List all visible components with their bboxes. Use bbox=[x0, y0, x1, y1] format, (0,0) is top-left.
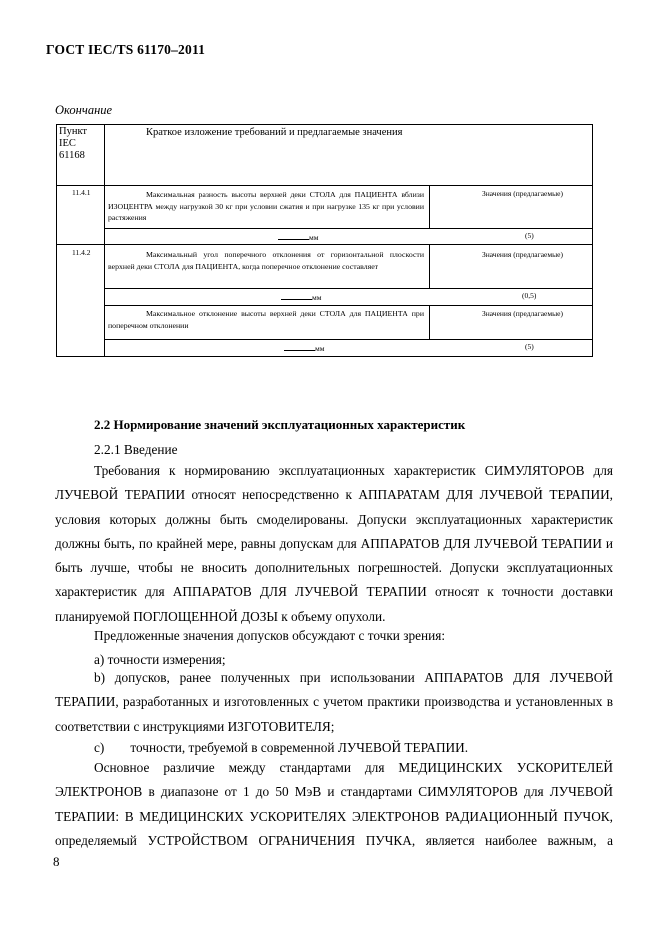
paragraph-intro: Требования к нормированию эксплуатационных характеристик СИМУЛЯТОРОВ для ЛУЧЕВОЙ ТЕРАПИИ относят непосредственно к АППАРАТАМ ДЛЯ ЛУЧЕВОЙ ТЕРАПИИ, условия которых должны быть смоделированы. Допуски эксплуатационных характеристик должны быть, по крайней мере, равны допускам для АППАРАТОВ ДЛЯ ЛУЧЕВОЙ ТЕРАПИИ и быть лучше, чтобы не вносить дополнительных погрешностей. Допуски эксплуатационных характеристик для АППАРАТОВ ДЛЯ ЛУЧЕВОЙ ТЕРАПИИ относят к точности доставки планируемой ПОГЛОЩЕННОЙ ДОЗЫ к объему опухоли. bbox=[55, 463, 613, 624]
proposed-value: (5) bbox=[525, 231, 534, 240]
value-label: Значения (предлагаемые) bbox=[482, 250, 563, 259]
fill-in-blank bbox=[284, 342, 315, 351]
list-item-c-marker: с) bbox=[94, 740, 105, 755]
list-item-a: а) точности измерения; bbox=[94, 652, 226, 667]
clause-number: 11.4.2 bbox=[72, 248, 91, 257]
unit-blank bbox=[278, 231, 319, 242]
value-label: Значения (предлагаемые) bbox=[482, 309, 563, 318]
requirement-text: Максимальное отклонение высоты верхней деки СТОЛА для ПАЦИЕНТА при поперечном отклонении bbox=[108, 309, 424, 330]
clause-number: 11.4.1 bbox=[72, 188, 91, 197]
proposed-value: (0,5) bbox=[522, 291, 537, 300]
subsection-heading: 2.2.1 Введение bbox=[94, 442, 178, 457]
list-item-c-text: точности, требуемой в современной ЛУЧЕВОЙ ТЕРАПИИ. bbox=[130, 740, 469, 755]
fill-in-blank bbox=[278, 231, 309, 240]
column-header-clause: Пункт IEC 61168 bbox=[59, 126, 88, 161]
requirement-text: Максимальный угол поперечного отклонения от горизонтальной плоскости верхней деки СТОЛА для ПАЦИЕНТА, когда поперечное отклонение составляет bbox=[108, 250, 424, 271]
unit-label: мм bbox=[315, 344, 325, 353]
unit-label: мм bbox=[309, 233, 319, 242]
page-number: 8 bbox=[53, 854, 60, 869]
continuation-label: Окончание bbox=[55, 103, 113, 117]
fill-in-blank bbox=[281, 291, 312, 300]
proposed-value: (5) bbox=[525, 342, 534, 351]
unit-label: мм bbox=[312, 293, 322, 302]
column-header-summary: Краткое изложение требований и предлагаемые значения bbox=[146, 127, 403, 138]
section-heading: 2.2 Нормирование значений эксплуатационных характеристик bbox=[94, 417, 466, 432]
value-label: Значения (предлагаемые) bbox=[482, 189, 563, 198]
paragraph-tolerances: Предложенные значения допусков обсуждают с точки зрения: bbox=[94, 628, 446, 643]
unit-blank bbox=[284, 342, 325, 353]
paragraph-difference: Основное различие между стандартами для МЕДИЦИНСКИХ УСКОРИТЕЛЕЙ ЭЛЕКТРОНОВ в диапазоне от 1 до 50 МэВ и стандартами СИМУЛЯТОРОВ для ЛУЧЕВОЙ ТЕРАПИИ: В МЕДИЦИНСКИХ УСКОРИТЕЛЯХ ЭЛЕКТРОНОВ РАДИАЦИОННЫЙ ПУЧОК, определяемый УСТРОЙСТВОМ ОГРАНИЧЕНИЯ ПУЧКА, является наиболее важным, а bbox=[55, 760, 613, 848]
document-header: ГОСТ IEC/TS 61170–2011 bbox=[46, 42, 206, 57]
list-item-b: b) допусков, ранее полученных при использовании АППАРАТОВ ДЛЯ ЛУЧЕВОЙ ТЕРАПИИ, разработанных и изготовленных с учетом практики производства и установленных в соответствии с инструкциями ИЗГОТОВИТЕЛЯ; bbox=[55, 670, 613, 734]
unit-blank bbox=[281, 291, 322, 302]
list-item-c bbox=[94, 740, 468, 756]
requirement-text: Максимальная разность высоты верхней деки СТОЛА для ПАЦИЕНТА вблизи ИЗОЦЕНТРА между нагрузкой 30 кг при условии сжатия и при нагрузке 135 кг при условии растяжения bbox=[108, 190, 424, 222]
